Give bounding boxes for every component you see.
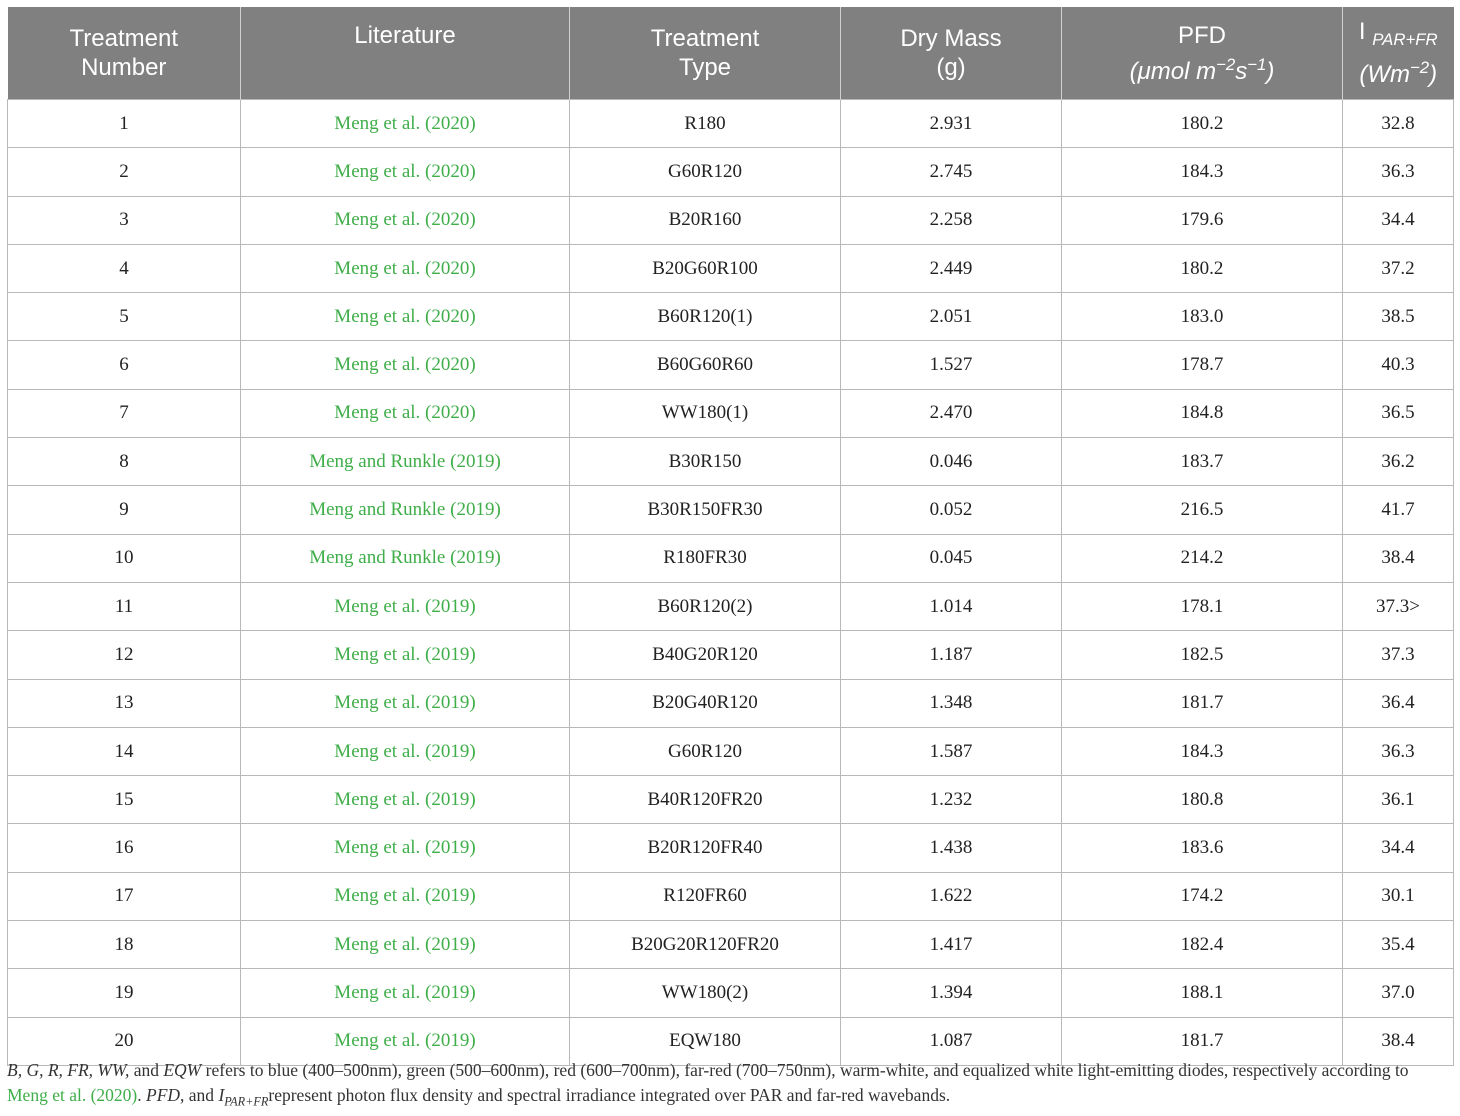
cell-treatment-number: 20	[8, 1017, 241, 1065]
cell-literature-link[interactable]: Meng et al. (2020)	[241, 196, 570, 244]
table-row	[8, 727, 1454, 775]
cell-treatment-type: EQW180	[570, 1017, 841, 1065]
cell-literature-link[interactable]: Meng et al. (2019)	[241, 679, 570, 727]
cell-pfd: 183.7	[1062, 438, 1343, 486]
cell-treatment-number: 14	[8, 727, 241, 775]
cell-irradiance: 36.3	[1343, 727, 1454, 775]
cell-pfd: 181.7	[1062, 1017, 1343, 1065]
cell-literature-link[interactable]: Meng et al. (2019)	[241, 1017, 570, 1065]
cell-irradiance: 30.1	[1343, 872, 1454, 920]
cell-literature-link[interactable]: Meng et al. (2020)	[241, 389, 570, 437]
cell-pfd: 216.5	[1062, 486, 1343, 534]
cell-irradiance: 37.0	[1343, 969, 1454, 1017]
cell-irradiance: 38.4	[1343, 1017, 1454, 1065]
cell-dry-mass: 1.417	[841, 921, 1062, 969]
cell-literature-link[interactable]: Meng et al. (2019)	[241, 921, 570, 969]
table-row	[8, 196, 1454, 244]
header-pfd: PFD (μmol $m^{-2}s^{-1}$)	[1062, 7, 1343, 100]
header-irradiance	[1343, 7, 1454, 100]
cell-treatment-type: R180	[570, 100, 841, 148]
cell-irradiance: 35.4	[1343, 921, 1454, 969]
irradiance-unit: $(Wm^{-2})$	[1359, 58, 1438, 89]
cell-dry-mass: 1.087	[841, 1017, 1062, 1065]
cell-treatment-type: B60G60R60	[570, 341, 841, 389]
cell-pfd: 184.3	[1062, 727, 1343, 775]
cell-dry-mass: 2.931	[841, 100, 1062, 148]
cell-dry-mass: 1.527	[841, 341, 1062, 389]
cell-pfd: 183.6	[1062, 824, 1343, 872]
cell-literature-link[interactable]: Meng et al. (2019)	[241, 727, 570, 775]
cell-dry-mass: 1.438	[841, 824, 1062, 872]
header-literature: Literature	[241, 7, 570, 100]
table-row	[8, 148, 1454, 196]
cell-treatment-number: 16	[8, 824, 241, 872]
cell-treatment-type: B40G20R120	[570, 631, 841, 679]
table-row	[8, 824, 1454, 872]
cell-treatment-number: 3	[8, 196, 241, 244]
cell-irradiance: 37.2	[1343, 244, 1454, 292]
cell-irradiance: 38.4	[1343, 534, 1454, 582]
cell-treatment-number: 19	[8, 969, 241, 1017]
cell-pfd: 214.2	[1062, 534, 1343, 582]
cell-treatment-type: G60R120	[570, 148, 841, 196]
cell-pfd: 178.7	[1062, 341, 1343, 389]
cell-literature-link[interactable]: Meng et al. (2020)	[241, 244, 570, 292]
table-footnote: B, G, R, FR, WW, and EQW refers to blue (400–500nm), green (500–600nm), red (600–700nm), far-red (700–750nm), warm-white, and equalized white light-emitting diodes, respectively according to Meng et al. (2020). PFD, and $I_{PAR+FR}represent$ photon flux density and spectral irradiance integrated over PAR and far-red wavebands.	[7, 1060, 1409, 1109]
treatment-table	[7, 7, 1454, 1066]
cell-irradiance: 34.4	[1343, 196, 1454, 244]
cell-dry-mass: 1.232	[841, 776, 1062, 824]
cell-treatment-number: 1	[8, 100, 241, 148]
cell-dry-mass: 1.622	[841, 872, 1062, 920]
cell-dry-mass: 0.046	[841, 438, 1062, 486]
cell-pfd: 188.1	[1062, 969, 1343, 1017]
cell-pfd: 181.7	[1062, 679, 1343, 727]
table-row	[8, 341, 1454, 389]
cell-treatment-number: 2	[8, 148, 241, 196]
cell-dry-mass: 0.052	[841, 486, 1062, 534]
cell-dry-mass: 2.449	[841, 244, 1062, 292]
cell-dry-mass: 1.394	[841, 969, 1062, 1017]
cell-pfd: 180.2	[1062, 244, 1343, 292]
cell-irradiance: 38.5	[1343, 293, 1454, 341]
cell-treatment-type: WW180(2)	[570, 969, 841, 1017]
cell-treatment-type: B30R150FR30	[570, 486, 841, 534]
cell-irradiance: 37.3>	[1343, 582, 1454, 630]
cell-treatment-number: 9	[8, 486, 241, 534]
cell-irradiance: 36.5	[1343, 389, 1454, 437]
cell-treatment-number: 11	[8, 582, 241, 630]
pfd-unit: (μmol $m^{-2}s^{-1}$)	[1129, 54, 1275, 85]
cell-treatment-number: 17	[8, 872, 241, 920]
cell-irradiance: 34.4	[1343, 824, 1454, 872]
table-row	[8, 921, 1454, 969]
cell-literature-link[interactable]: Meng and Runkle (2019)	[241, 438, 570, 486]
header-row	[8, 7, 1454, 100]
cell-dry-mass: 0.045	[841, 534, 1062, 582]
cell-pfd: 179.6	[1062, 196, 1343, 244]
cell-pfd: 182.4	[1062, 921, 1343, 969]
cell-dry-mass: 2.258	[841, 196, 1062, 244]
cell-pfd: 184.3	[1062, 148, 1343, 196]
header-treatment-type: Treatment Type	[570, 7, 841, 100]
cell-treatment-number: 7	[8, 389, 241, 437]
header-treatment-number: Treatment Number	[8, 7, 241, 100]
cell-irradiance: 36.3	[1343, 148, 1454, 196]
cell-treatment-type: B20G60R100	[570, 244, 841, 292]
cell-treatment-number: 8	[8, 438, 241, 486]
table-row	[8, 486, 1454, 534]
cell-dry-mass: 1.014	[841, 582, 1062, 630]
table-row	[8, 969, 1454, 1017]
table-row	[8, 293, 1454, 341]
cell-treatment-type: R120FR60	[570, 872, 841, 920]
table-row	[8, 534, 1454, 582]
cell-literature-link[interactable]: Meng et al. (2020)	[241, 148, 570, 196]
cell-irradiance: 41.7	[1343, 486, 1454, 534]
cell-pfd: 180.2	[1062, 100, 1343, 148]
cell-dry-mass: 1.348	[841, 679, 1062, 727]
table-row	[8, 679, 1454, 727]
cell-pfd: 180.8	[1062, 776, 1343, 824]
cell-literature-link[interactable]: Meng and Runkle (2019)	[241, 486, 570, 534]
cell-treatment-number: 18	[8, 921, 241, 969]
cell-treatment-type: B60R120(1)	[570, 293, 841, 341]
cell-irradiance: 36.1	[1343, 776, 1454, 824]
table-row	[8, 872, 1454, 920]
cell-dry-mass: 1.187	[841, 631, 1062, 679]
cell-literature-link[interactable]: Meng et al. (2020)	[241, 293, 570, 341]
table-body	[8, 100, 1454, 1066]
cell-dry-mass: 2.051	[841, 293, 1062, 341]
cell-dry-mass: 2.470	[841, 389, 1062, 437]
cell-literature-link[interactable]: Meng et al. (2019)	[241, 824, 570, 872]
cell-pfd: 184.8	[1062, 389, 1343, 437]
table-container	[7, 7, 1453, 1066]
cell-pfd: 178.1	[1062, 582, 1343, 630]
footnote-citation-link[interactable]: Meng et al. (2020)	[7, 1085, 138, 1105]
cell-dry-mass: 2.745	[841, 148, 1062, 196]
cell-irradiance: 32.8	[1343, 100, 1454, 148]
cell-treatment-number: 10	[8, 534, 241, 582]
table-row	[8, 389, 1454, 437]
cell-treatment-number: 13	[8, 679, 241, 727]
cell-irradiance: 36.4	[1343, 679, 1454, 727]
cell-treatment-type: B20R160	[570, 196, 841, 244]
cell-pfd: 182.5	[1062, 631, 1343, 679]
cell-irradiance: 40.3	[1343, 341, 1454, 389]
header-dry-mass: Dry Mass (g)	[841, 7, 1062, 100]
table-row	[8, 438, 1454, 486]
cell-treatment-type: R180FR30	[570, 534, 841, 582]
cell-dry-mass: 1.587	[841, 727, 1062, 775]
cell-literature-link[interactable]: Meng et al. (2019)	[241, 776, 570, 824]
cell-pfd: 183.0	[1062, 293, 1343, 341]
cell-literature-link[interactable]: Meng et al. (2019)	[241, 872, 570, 920]
cell-treatment-type: B60R120(2)	[570, 582, 841, 630]
cell-literature-link[interactable]: Meng et al. (2019)	[241, 582, 570, 630]
cell-treatment-number: 15	[8, 776, 241, 824]
cell-literature-link[interactable]: Meng et al. (2020)	[241, 100, 570, 148]
cell-treatment-type: B20G40R120	[570, 679, 841, 727]
cell-treatment-type: G60R120	[570, 727, 841, 775]
cell-treatment-type: B40R120FR20	[570, 776, 841, 824]
cell-literature-link[interactable]: Meng et al. (2019)	[241, 969, 570, 1017]
cell-irradiance: 37.3	[1343, 631, 1454, 679]
irradiance-title: I $_{PAR+FR}$	[1358, 17, 1438, 49]
cell-irradiance: 36.2	[1343, 438, 1454, 486]
table-row	[8, 582, 1454, 630]
cell-pfd: 174.2	[1062, 872, 1343, 920]
table-row	[8, 776, 1454, 824]
cell-treatment-number: 12	[8, 631, 241, 679]
table-row	[8, 100, 1454, 148]
cell-literature-link[interactable]: Meng and Runkle (2019)	[241, 534, 570, 582]
cell-treatment-number: 6	[8, 341, 241, 389]
cell-treatment-type: B20G20R120FR20	[570, 921, 841, 969]
cell-treatment-type: B30R150	[570, 438, 841, 486]
cell-treatment-type: WW180(1)	[570, 389, 841, 437]
cell-literature-link[interactable]: Meng et al. (2020)	[241, 341, 570, 389]
cell-treatment-type: B20R120FR40	[570, 824, 841, 872]
cell-treatment-number: 4	[8, 244, 241, 292]
cell-literature-link[interactable]: Meng et al. (2019)	[241, 631, 570, 679]
table-row	[8, 244, 1454, 292]
cell-treatment-number: 5	[8, 293, 241, 341]
table-row	[8, 631, 1454, 679]
